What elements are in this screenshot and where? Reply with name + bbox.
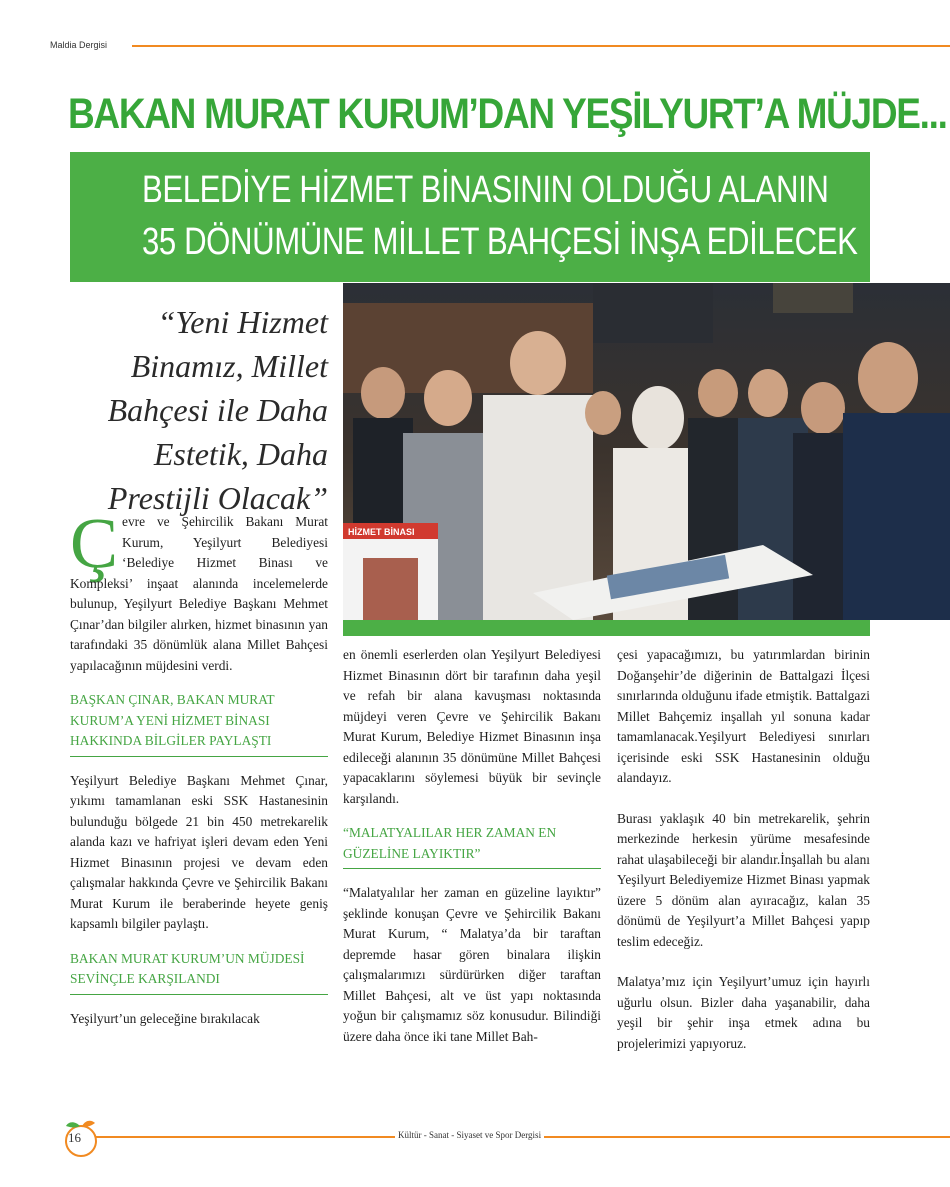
board-label: HİZMET BİNASI — [348, 527, 415, 537]
column-2 — [343, 645, 601, 1047]
header-rule — [132, 45, 950, 47]
banner-line-1: BELEDİYE HİZMET BİNASININ OLDUĞU ALANIN — [142, 169, 829, 211]
subtitle-banner — [70, 152, 870, 282]
photo-illustration — [343, 283, 950, 620]
headline: BAKAN MURAT KURUM’DAN YEŞİLYURT’A MÜJDE... — [68, 90, 947, 138]
paragraph-2: Yeşilyurt Belediye Başkanı Mehmet Çınar, yıkımı tamamlanan eski SSK Hastanesinin bulunduğu bölgede 21 bin 450 metrekarelik alanda kazı ve hafriyat işleri devam eden Yeni Hizmet Binasının projesi ve devam eden çalışmalar hakkında Çevre ve Şehircilik Bakanı Murat Kurum ile beraberinde heyete geniş kapsamlı bilgiler paylaştı. — [70, 772, 328, 931]
column-1 — [70, 503, 328, 1029]
orange-fruit-icon — [60, 1116, 102, 1158]
drop-cap: Ç — [70, 503, 119, 583]
pull-quote: “Yeni Hizmet Binamız, Millet Bahçesi ile Daha Estetik, Daha Prestijli Olacak” — [107, 304, 328, 516]
page-number: 16 — [68, 1130, 81, 1145]
paragraph-3: Malatya’mız için Yeşilyurt’umuz için hayırlı uğurlu olsun. Bizler daha yaşanabilir, daha yeşil bir şehir inşa etmek adına bu projelerimizi yapıyoruz. — [617, 974, 870, 1051]
paragraph-2: Burası yaklaşık 40 bin metrekarelik, şehrin merkezinde herkesin yürüme mesafesinde rahat ulaşabileceği bir alandır.İnşallah bu alanı Yeşilyurt Belediyemize Hizmet Binası yapmak üzere 5 dönüm alan ayıracağız, kalan 35 dönümü de Yeşilyurt’a Millet Bahçesi yapıp teslim edeceğiz. — [617, 810, 870, 949]
paragraph-3: Yeşilyurt’un geleceğine bırakılacak — [70, 1010, 260, 1026]
footer-tagline: Kültür - Sanat - Siyaset ve Spor Dergisi — [395, 1130, 544, 1140]
page-number-badge — [60, 1116, 102, 1158]
magazine-name: Maldia Dergisi — [50, 40, 108, 50]
news-photo — [343, 283, 950, 620]
banner-line-2: 35 DÖNÜMÜNE MİLLET BAHÇESİ İNŞA EDİLECEK — [142, 221, 858, 263]
subheading-2: BAKAN MURAT KURUM’UN MÜJDESİ SEVİNÇLE KARŞILANDI — [70, 950, 305, 986]
photo-green-band — [343, 620, 870, 636]
paragraph-2: “Malatyalılar her zaman en güzeline layıktır” şeklinde konuşan Çevre ve Şehircilik Bakanı Murat Kurum, “ Malatya’da bir taraftan depremde hasar gören binalara ilişkin çalışmalarımızı sürdürürken diğer taraftan Millet Bahçesi, alt ve üst yapı noktasında yoğun bir çalışmamız söz konusudur. Bilindiği üzere daha önce iki tane Millet Bah- — [343, 885, 601, 1044]
column-3 — [617, 645, 870, 1054]
paragraph-1: en önemli eserlerden olan Yeşilyurt Belediyesi Hizmet Binasının dört bir tarafının daha yeşil ve refah bir alana kavuşması noktasında müjdeyi veren Çevre ve Şehircilik Bakanı Murat Kurum, Belediye Hizmet Binasının inşa edileceği alanının 35 dönümüne Millet Bahçesi yapacaklarını söylemesi büyük bir sevinçle karşılandı. — [343, 647, 601, 806]
subheading-3: “MALATYALILAR HER ZAMAN EN GÜZELİNE LAYIKTIR” — [343, 825, 557, 861]
intro-text: evre ve Şehircilik Bakanı Murat Kurum, Yeşilyurt Belediyesi ‘Belediye Hizmet Binası ve Kompleksi’ inşaat alanında incelemelerde bulunup, Yeşilyurt Belediye Başkanı Mehmet Çınar’dan bilgiler alırken, hizmet binasının yan tarafındaki 35 dönümlük alana Millet Bahçesi yapılacağının müjdesini verdi. — [70, 514, 328, 673]
intro-paragraph — [70, 503, 328, 676]
subheading-1: BAŞKAN ÇINAR, BAKAN MURAT KURUM’A YENİ HİZMET BİNASI HAKKINDA BİLGİLER PAYLAŞTI — [70, 692, 275, 748]
paragraph-1: çesi yapacağımızı, bu yatırımlardan birinin Doğanşehir’de diğerinin de Battalgazi İlçesi sınırlarında olduğunu ifade etmiştik. Battalgazi Millet Bahçemiz inşallah yıl sonuna kadar tamamlanacak.Yeşilyurt Belediyesi sınırları içerisinde eski SSK Hastanesinin olduğu alandayız. — [617, 647, 870, 785]
